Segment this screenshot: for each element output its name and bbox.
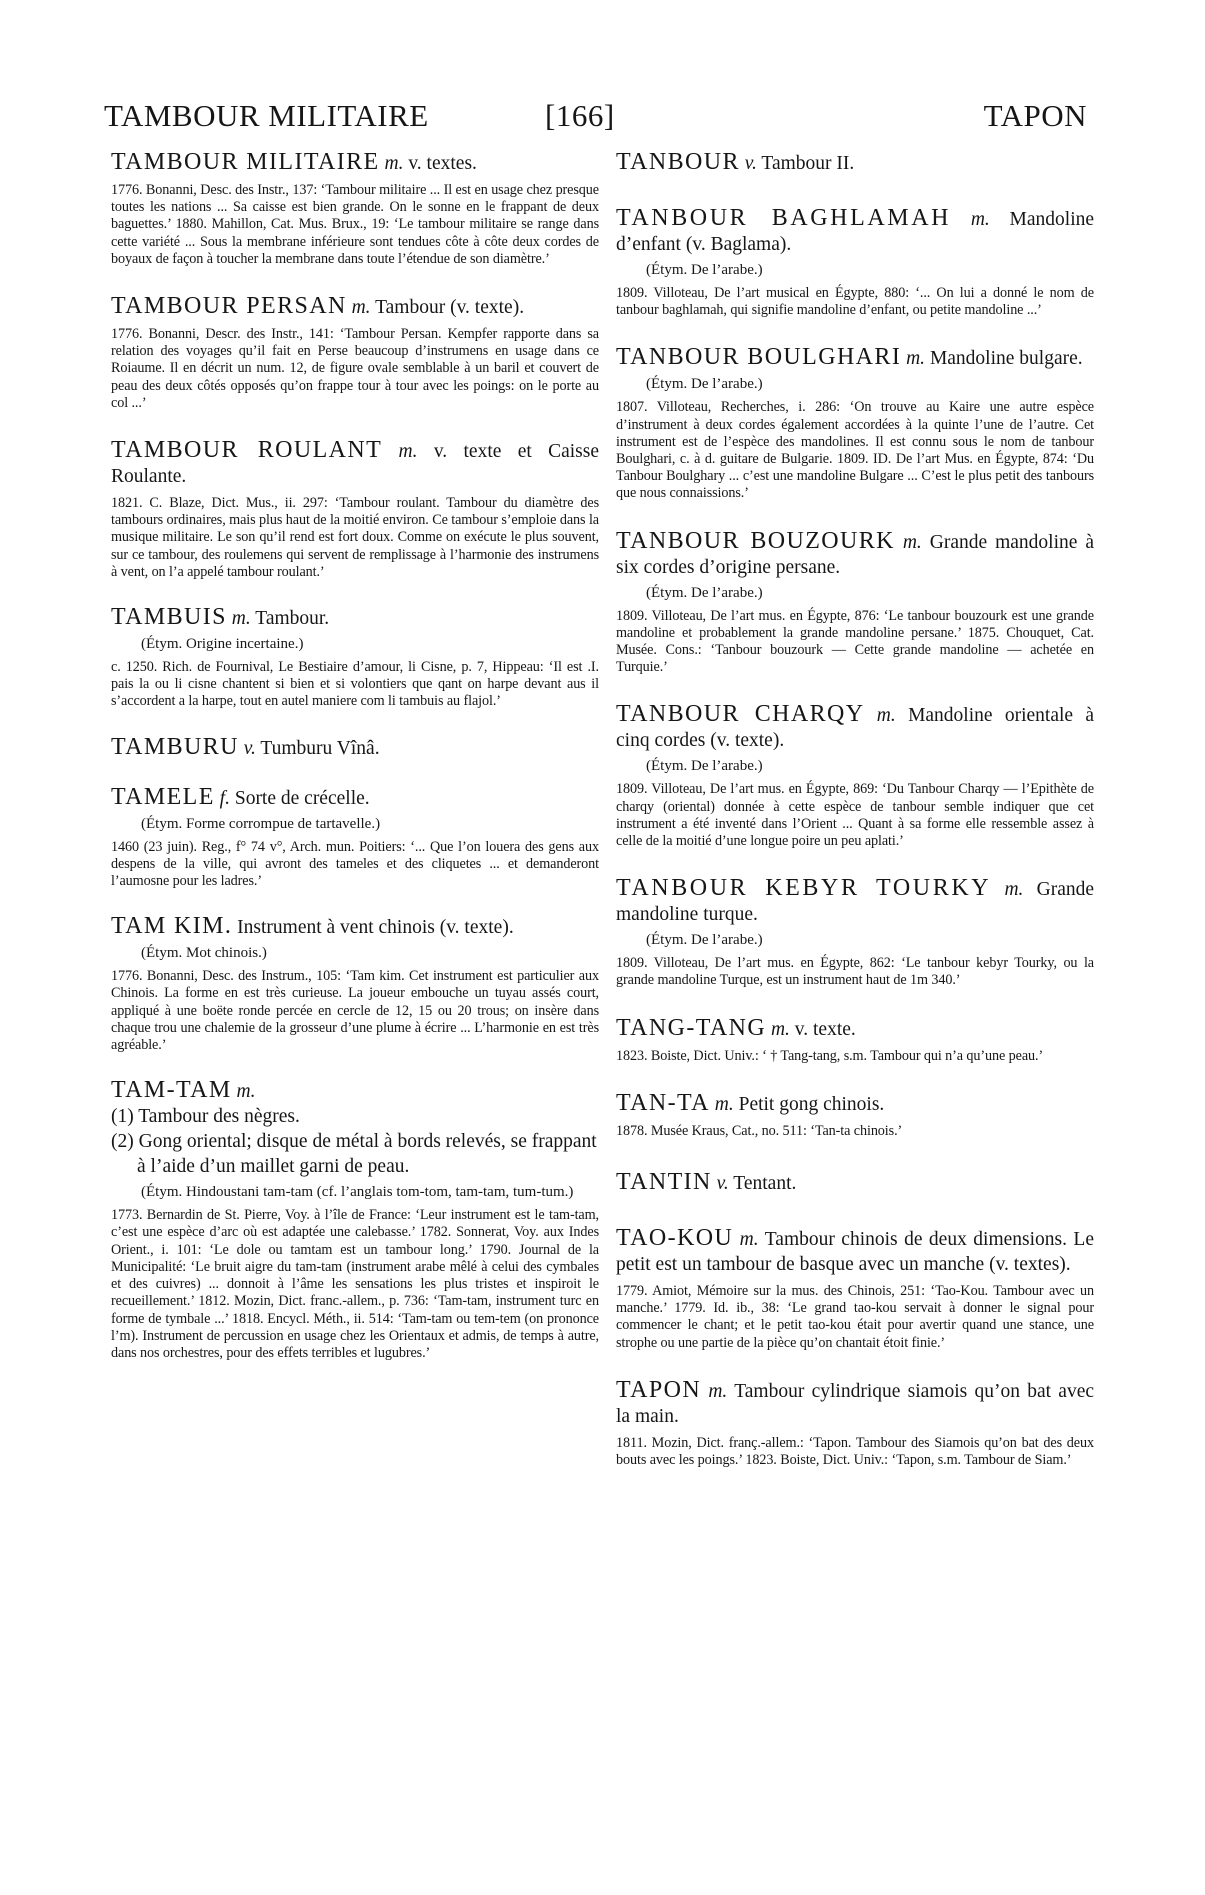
headword: TAM-TAM <box>111 1077 232 1104</box>
grammar-label: m. <box>236 1081 256 1103</box>
entry-tam-kim <box>111 914 599 1054</box>
entry-tanbour-boulghari <box>616 345 1094 502</box>
entry-tanbour-charqy <box>616 702 1094 850</box>
right-column <box>616 150 1094 1469</box>
quotations: 1773. Bernardin de St. Pierre, Voy. à l’île de France: ‘Leur instrument est le tam-tam, c’est une espèce d’arc où est adaptée une calebasse.’ 1782. Sonnerat, Voy. aux Indes Orient., i. 101: ‘Le dole ou tamtam est un tambour long.’ 1790. Journal de la Municipalité: ‘Le bruit aigre du tam-tam (instrument arabe mêlé à celui des cymbales et des cuivres) ... donnoit à l’âme les sensations les plus tristes et inspiroit le recueillement.’ 1812. Mozin, Dict. franc.-allem., p. 736: ‘Tam-tam, instrument turc en forme de tymbale ...’ 1818. Encycl. Méth., ii. 514: ‘Tam-tam ou tem-tem (on prononce l’m). Instrument de percussion en usage chez les Orientaux et admis, de temps à autre, dans nos orchestres, pour des effets terribles et lugubres.’ <box>111 1207 599 1361</box>
page-number: [166] <box>545 98 615 133</box>
headword: TAMBUIS <box>111 604 227 631</box>
definition: Tambour cylindrique siamois qu’on bat avec la main. <box>616 1380 1094 1427</box>
entry-tambour-roulant <box>111 438 599 581</box>
quotations: 1811. Mozin, Dict. franç.-allem.: ‘Tapon. Tambour des Siamois qu’on bat des deux bouts avec les poings.’ 1823. Boiste, Dict. Univ.: ‘Tapon, s.m. Tambour de Siam.’ <box>616 1434 1094 1469</box>
grammar-label: v. <box>744 153 757 174</box>
definition: Mandoline d’enfant (v. Baglama). <box>616 209 1095 255</box>
definition: v. texte. <box>794 1018 856 1040</box>
quotations: 1823. Boiste, Dict. Univ.: ‘ † Tang-tang, s.m. Tambour qui n’a qu’une peau.’ <box>616 1047 1044 1064</box>
entry-tapon <box>616 1378 1094 1469</box>
grammar-label: v. <box>243 737 256 759</box>
entry-tambour-militaire <box>111 150 599 268</box>
entry-tan-ta <box>616 1091 1094 1140</box>
entry-tambuis <box>111 605 599 711</box>
grammar-label: m. <box>714 1093 734 1115</box>
headword: TANBOUR <box>616 149 740 175</box>
definition: Tumburu Vînâ. <box>260 737 380 759</box>
running-head-left: TAMBOUR MILITAIRE <box>104 98 429 133</box>
grammar-label: m. <box>351 297 371 319</box>
grammar-label: m. <box>398 441 418 463</box>
grammar-label: v. <box>716 1173 729 1195</box>
definition: Instrument à vent chinois (v. texte). <box>237 917 514 939</box>
grammar-label: f. <box>219 787 230 809</box>
quotations: 1460 (23 juin). Reg., f° 74 v°, Arch. mun. Poitiers: ‘... Que l’on louera des gens aux despens de la ville, qui avront des tameles et des cliquetes ... et demanderont l’aumosne pour les ladres.’ <box>111 838 599 890</box>
grammar-label: m. <box>876 705 896 727</box>
headword: TANBOUR CHARQY <box>616 701 865 728</box>
definition: Tambour. <box>255 608 330 630</box>
entry-tam-tam <box>111 1078 599 1362</box>
entry-tamburu <box>111 735 599 761</box>
entry-tanbour-baghlamah <box>616 206 1094 319</box>
quotations: 1821. C. Blaze, Dict. Mus., ii. 297: ‘Tambour roulant. Tambour du diamètre des tambours ordinaires, mais plus haut de la moitié environ. Ce tambour s’emploie dans la musique militaire. Le son qu’il rend est fort doux. Comme on exécute le plus souvent, sur ce tambour, des roulemens qui servent de remplissage à l’harmonie des instrumens à vent, on l’a appelé tambour roulant.’ <box>111 495 599 580</box>
running-head-right: TAPON <box>983 98 1087 133</box>
headword: TANBOUR BOUZOURK <box>616 527 895 554</box>
etymology: (Étym. Forme corrompue de tartavelle.) <box>141 815 381 832</box>
entry-tantin <box>616 1170 1094 1196</box>
definition: Tentant. <box>733 1173 797 1195</box>
etymology: (Étym. De l’arabe.) <box>646 376 763 393</box>
entry-tanbour-bouzourk <box>616 529 1094 677</box>
etymology: (Étym. Mot chinois.) <box>141 945 267 962</box>
grammar-label: m. <box>970 209 990 230</box>
etymology: (Étym. De l’arabe.) <box>646 584 763 601</box>
quotations: 1809. Villoteau, De l’art musical en Égypte, 880: ‘... On lui a donné le nom de tanbour baghlamah, qui signifie mandoline d’enfant, ou petite mandoline ...’ <box>616 285 1094 319</box>
entry-tao-kou <box>616 1226 1094 1352</box>
etymology: (Étym. De l’arabe.) <box>646 262 763 278</box>
headword: TAMBURU <box>111 733 239 760</box>
headword: TAMBOUR PERSAN <box>111 293 347 320</box>
definition: Tambour (v. texte). <box>375 297 525 319</box>
quotations: 1776. Bonanni, Descr. des Instr., 141: ‘Tambour Persan. Kempfer rapporte dans sa relation des voyages qu’il fait en Perse beaucoup d’instrumens en usage dans ce Roiaume. Il en décrit un num. 12, de figure ovale semblable à un baril et couvert de peau des deux côtés opposés qu’on frappe tour à tour avec les poings: on le porte au col ...’ <box>111 326 599 411</box>
headword: TAPON <box>616 1376 702 1403</box>
quotations: 1776. Bonanni, Desc. des Instr., 137: ‘Tambour militaire ... Il est en usage chez presque toutes les nations ... Sa caisse est bien grande. On le sonne en le frappant de deux baguettes.’ 1880. Mahillon, Cat. Mus. Brux., 19: ‘Le tambour militaire se range dans cette variété ... Sous la membrane inférieure sont tendues côte à côte deux cordes de boyaux de façon à toucher la membrane dans toute l’étendue de son diamètre.’ <box>111 182 599 267</box>
definition: v. textes. <box>408 153 477 174</box>
entry-tambour-persan <box>111 294 599 412</box>
definition: Mandoline bulgare. <box>929 348 1083 370</box>
grammar-label: m. <box>906 348 926 370</box>
entry-tamele <box>111 785 599 891</box>
etymology: (Étym. De l’arabe.) <box>646 932 763 949</box>
grammar-label: m. <box>739 1229 759 1251</box>
etymology: (Étym. Hindoustani tam-tam (cf. l’anglais tom-tom, tam-tam, tum-tum.) <box>141 1184 574 1201</box>
grammar-label: m. <box>231 608 251 630</box>
headword: TANBOUR BOULGHARI <box>616 344 902 371</box>
grammar-label: m. <box>384 153 404 174</box>
quotations: 1809. Villoteau, De l’art mus. en Égypte, 876: ‘Le tanbour bouzourk est une grande mandoline et probablement la grande mandoline persane.’ 1875. Chouquet, Cat. Musée. Cons.: ‘Tanbour bouzourk — Cette grande mandoline — achetée en Turquie.’ <box>616 607 1094 676</box>
headword: TANBOUR KEBYR TOURKY <box>616 875 992 902</box>
headword: TAO-KOU <box>616 1225 734 1252</box>
headword: TAM KIM. <box>111 913 233 940</box>
grammar-label: m. <box>708 1380 728 1402</box>
headword: TAMBOUR MILITAIRE <box>111 149 380 175</box>
quotations: c. 1250. Rich. de Fournival, Le Bestiaire d’amour, li Cisne, p. 7, Hippeau: ‘Il est .I. pais la ou li cisne chantent si bien et si volontiers que qant on harpe devant aus il s’accordent a la harpe, tout en autel maniere com li tambuis au flajol.’ <box>111 659 599 710</box>
headword: TANBOUR BAGHLAMAH <box>616 205 952 231</box>
definition: Tambour II. <box>761 153 855 174</box>
sense-2: (2) Gong oriental; disque de métal à bords relevés, se frappant à l’aide d’un maillet garni de peau. <box>111 1131 597 1178</box>
definition: Tambour chinois de deux dimensions. Le petit est un tambour de basque avec un manche (v. textes). <box>616 1229 1094 1276</box>
grammar-label: m. <box>902 531 922 553</box>
etymology: (Étym. De l’arabe.) <box>646 758 763 775</box>
entry-tanbour-kebyr-tourky <box>616 876 1094 989</box>
quotations: 1809. Villoteau, De l’art mus. en Égypte, 869: ‘Du Tanbour Charqy — l’Epithète de charqy (oriental) donnée à cette espèce de tanbour semble indiquer que cet instrument a été inventé dans l’Orient ... Quant à sa forme elle ressemble assez à celle de la moitié d’une longue poire un peu aplati.’ <box>616 781 1094 850</box>
headword: TANG-TANG <box>616 1014 767 1041</box>
quotations: 1807. Villoteau, Recherches, i. 286: ‘On trouve au Kaire une autre espèce d’instrument à deux cordes également accordées à la quinte l’une de l’autre. Cet instrument est de l’espèce des mandolines. Il est connu sous le nom de tanbour Boulghari, c. à d. guitare de Bulgarie. 1809. ID. De l’art Mus. en Égypte, 874: ‘Du Tanbour Boulghary ... c’est une mandoline Bulgare ... C’est le plus petit des tanbours que nous connaissions.’ <box>616 399 1094 502</box>
quotations: 1809. Villoteau, De l’art mus. en Égypte, 862: ‘Le tanbour kebyr Tourky, ou la grande mandoline Turque, est un instrument haut de 1m 340.’ <box>616 955 1094 989</box>
definition: Grande mandoline turque. <box>616 879 1095 926</box>
grammar-label: m. <box>770 1018 790 1040</box>
grammar-label: m. <box>1004 879 1024 901</box>
headword: TAN-TA <box>616 1089 710 1116</box>
sense-1: (1) Tambour des nègres. <box>111 1106 300 1128</box>
etymology: (Étym. Origine incertaine.) <box>141 636 304 653</box>
entry-tanbour <box>616 150 1094 176</box>
quotations: 1878. Musée Kraus, Cat., no. 511: ‘Tan-ta chinois.’ <box>616 1122 903 1139</box>
headword: TAMBOUR ROULANT <box>111 437 383 464</box>
definition: v. texte et Caisse Roulante. <box>111 441 600 488</box>
headword: TAMELE <box>111 783 215 810</box>
definition: Grande mandoline à six cordes d’origine persane. <box>616 531 1095 578</box>
entry-tang-tang <box>616 1016 1094 1065</box>
definition: Sorte de crécelle. <box>234 787 370 809</box>
quotations: 1776. Bonanni, Desc. des Instrum., 105: ‘Tam kim. Cet instrument est particulier aux Chinois. La forme en est très curieuse. La joueur embouche un tuyau assés court, appliqué à une boëte ronde percée en cercle de 12, 15 ou 20 trous; on insère dans chaque trou une chalemie de la grosseur d’une plume à écrire ... L’harmonie en est très agréable.’ <box>111 968 599 1054</box>
definition: Petit gong chinois. <box>738 1093 885 1115</box>
headword: TANTIN <box>616 1169 712 1196</box>
quotations: 1779. Amiot, Mémoire sur la mus. des Chinois, 251: ‘Tao-Kou. Tambour avec un manche.’ 1779. Id. ib., 38: ‘Le grand tao-kou servait à donner le signal pour commencer le chant; et le petit tao-kou était pour avertir quand une stance, une strophe ou une partie de la pièce qu’on chantait étoit finie.’ <box>616 1283 1094 1351</box>
left-column <box>111 150 599 1362</box>
definition: Mandoline orientale à cinq cordes (v. texte). <box>616 705 1095 752</box>
